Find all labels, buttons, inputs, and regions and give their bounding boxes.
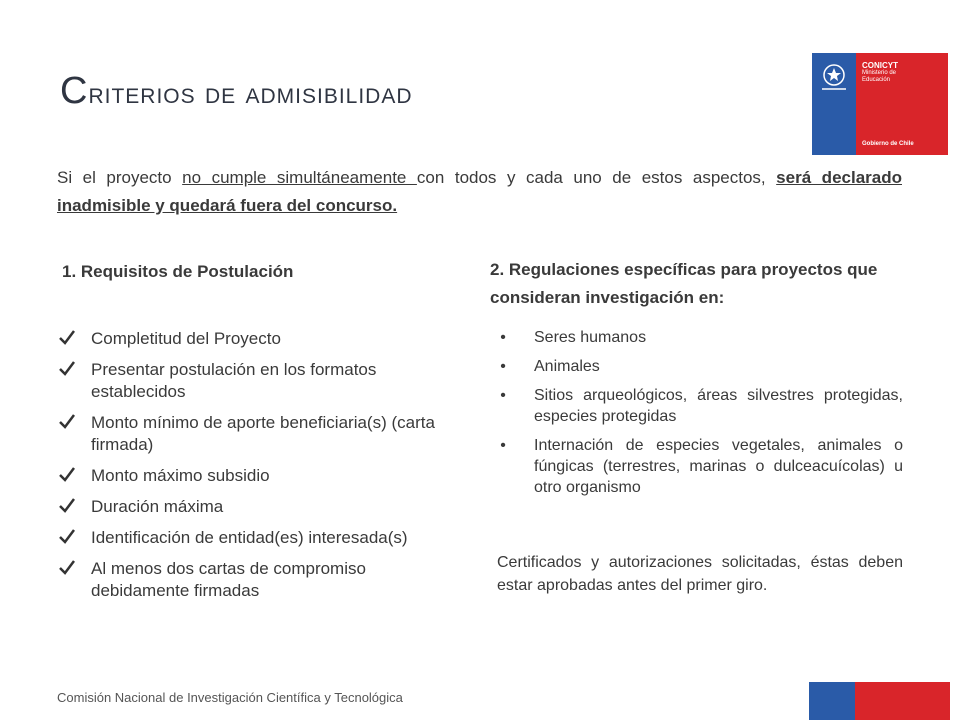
check-icon — [58, 465, 76, 483]
title-rest: riterios de admisibilidad — [88, 77, 413, 110]
requirements-list — [58, 328, 458, 611]
bullet-icon: • — [500, 358, 506, 375]
check-icon — [58, 558, 76, 576]
list-item — [58, 496, 458, 518]
list-item-label: Monto mínimo de aporte beneficiaria(s) (carta firmada) — [91, 413, 435, 454]
conicyt-logo — [812, 53, 948, 155]
list-item-label: Sitios arqueológicos, áreas silvestres protegidas, especies protegidas — [534, 387, 903, 425]
list-item — [58, 558, 458, 602]
section1-heading: 1. Requisitos de Postulación — [62, 262, 294, 281]
intro-bold-underlined: será declarado inadmisible y quedará fuera del concurso. — [57, 168, 902, 215]
check-icon — [58, 412, 76, 430]
footer-flag-stripe — [809, 682, 950, 720]
list-item-label: Al menos dos cartas de compromiso debidamente firmadas — [91, 559, 366, 600]
check-icon — [58, 328, 76, 346]
list-item — [58, 328, 458, 350]
list-item — [58, 359, 458, 403]
logo-sub1: Ministerio de — [862, 70, 897, 76]
list-item-label: Internación de especies vegetales, animales o fúngicas (terrestres, marinas o dulceacuícolas) u otro organismo — [534, 437, 903, 496]
list-item — [498, 327, 903, 348]
regulations-list — [498, 327, 903, 506]
check-icon — [58, 496, 76, 514]
list-item-label: Identificación de entidad(es) interesada(s) — [91, 528, 408, 547]
bullet-icon: • — [500, 387, 506, 404]
section2-heading: 2. Regulaciones específicas para proyectos que consideran investigación en: — [490, 260, 878, 307]
page-title — [60, 70, 413, 113]
list-item — [498, 385, 903, 427]
list-item-label: Monto máximo subsidio — [91, 466, 270, 485]
logo-blue-panel — [812, 53, 856, 155]
logo-red-panel — [856, 53, 948, 155]
list-item-label: Duración máxima — [91, 497, 224, 516]
title-initial: C — [60, 70, 89, 112]
logo-gobierno: Gobierno de Chile — [862, 141, 914, 147]
bullet-icon: • — [500, 437, 506, 454]
intro-underlined: no cumple simultáneamente — [182, 168, 417, 187]
list-item — [58, 527, 458, 549]
stripe-blue — [809, 682, 855, 720]
list-item — [58, 412, 458, 456]
stripe-red — [855, 682, 950, 720]
intro-after: con todos y cada uno de estos aspectos, — [416, 168, 777, 187]
list-item — [498, 435, 903, 498]
list-item-label: Presentar postulación en los formatos establecidos — [91, 360, 377, 401]
intro-text — [57, 164, 902, 220]
list-item-label: Animales — [534, 358, 600, 375]
coat-of-arms-icon — [816, 59, 852, 93]
check-icon — [58, 527, 76, 545]
check-icon — [58, 359, 76, 377]
certificates-note: Certificados y autorizaciones solicitadas, éstas deben estar aprobadas antes del primer giro. — [497, 554, 903, 594]
intro-before: Si el proyecto — [57, 168, 183, 187]
list-item — [498, 356, 903, 377]
logo-sub2: Educación — [862, 77, 891, 83]
list-item — [58, 465, 458, 487]
list-item-label: Seres humanos — [534, 329, 647, 346]
logo-brand: CONICYT Ministerio de Educación — [862, 61, 898, 83]
list-item-label: Completitud del Proyecto — [91, 329, 281, 348]
bullet-icon: • — [500, 329, 506, 346]
footer-text: Comisión Nacional de Investigación Científica y Tecnológica — [57, 690, 403, 705]
